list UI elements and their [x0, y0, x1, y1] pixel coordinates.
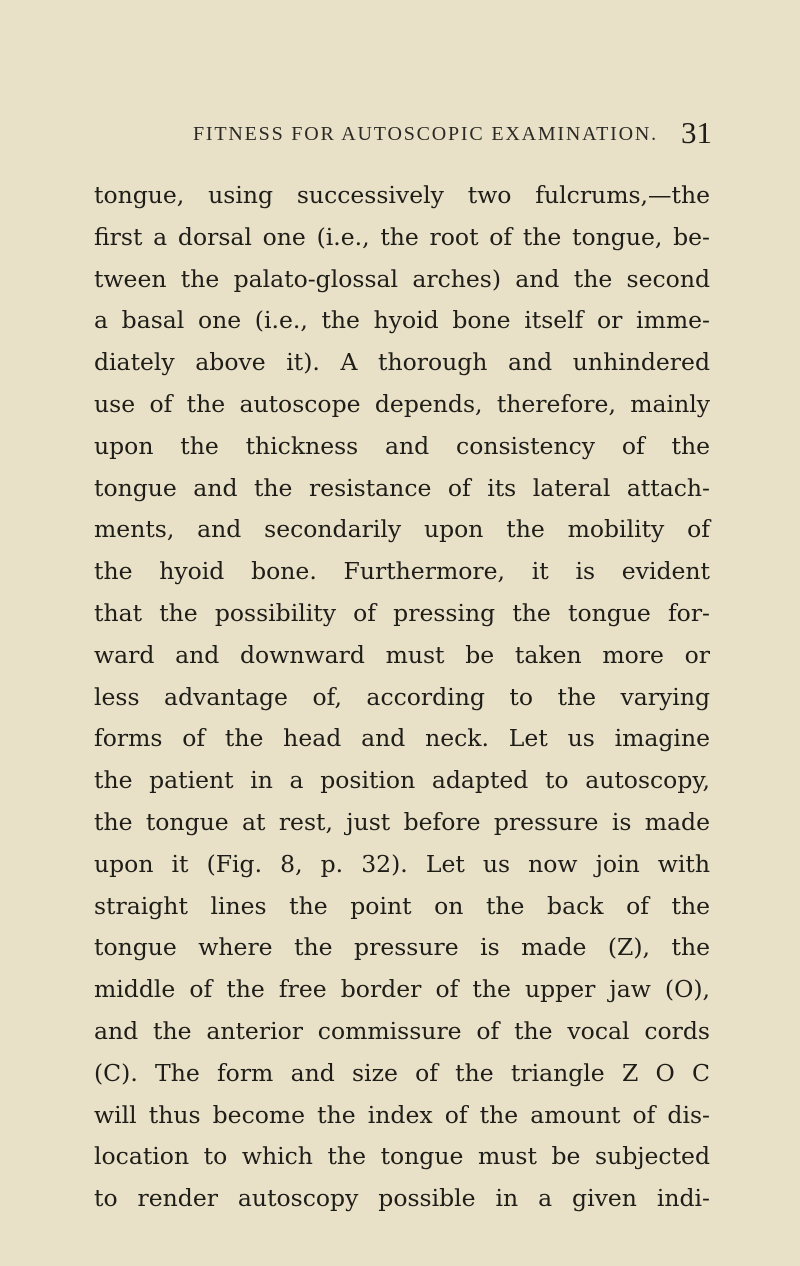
text-line: the hyoid bone. Furthermore, it is evident [94, 557, 710, 586]
text-line: first a dorsal one (i.e., the root of the tongue, be- [94, 222, 710, 251]
text-line: and the anterior commissure of the vocal cords [94, 1016, 710, 1045]
text-line: the patient in a position adapted to autoscopy, [94, 766, 710, 795]
text-line: diately above it). A thorough and unhindered [94, 348, 710, 377]
text-line: tongue where the pressure is made (Z), the [94, 933, 710, 962]
running-head [0, 115, 800, 155]
text-line: less advantage of, according to the varying [94, 682, 710, 711]
page-number: 31 [681, 115, 712, 150]
text-line: tween the palato-glossal arches) and the second [94, 264, 710, 293]
text-line: forms of the head and neck. Let us imagine [94, 724, 710, 753]
text-line: a basal one (i.e., the hyoid bone itself or imme- [94, 306, 710, 335]
text-line: middle of the free border of the upper jaw (O), [94, 975, 710, 1004]
text-line: tongue and the resistance of its lateral attach- [94, 473, 710, 502]
text-line: tongue, using successively two fulcrums,—the [94, 181, 710, 209]
text-line: upon the thickness and consistency of the [94, 431, 710, 460]
text-line: straight lines the point on the back of the [94, 891, 710, 920]
text-line: to render autoscopy possible in a given indi- [94, 1184, 710, 1213]
body-text [94, 175, 710, 1220]
text-line: will thus become the index of the amount of dis- [94, 1100, 710, 1129]
text-line: the tongue at rest, just before pressure is made [94, 807, 710, 836]
text-line: location to which the tongue must be subjected [94, 1142, 710, 1171]
running-head-title: FITNESS FOR AUTOSCOPIC EXAMINATION. [193, 123, 658, 145]
text-line: use of the autoscope depends, therefore, mainly [94, 389, 710, 418]
text-line: (C). The form and size of the triangle Z O C [94, 1058, 710, 1087]
text-line: upon it (Fig. 8, p. 32). Let us now join with [94, 849, 710, 878]
text-line: ward and downward must be taken more or [94, 640, 710, 669]
text-line: that the possibility of pressing the tongue for- [94, 598, 710, 627]
text-line: ments, and secondarily upon the mobility of [94, 515, 710, 544]
